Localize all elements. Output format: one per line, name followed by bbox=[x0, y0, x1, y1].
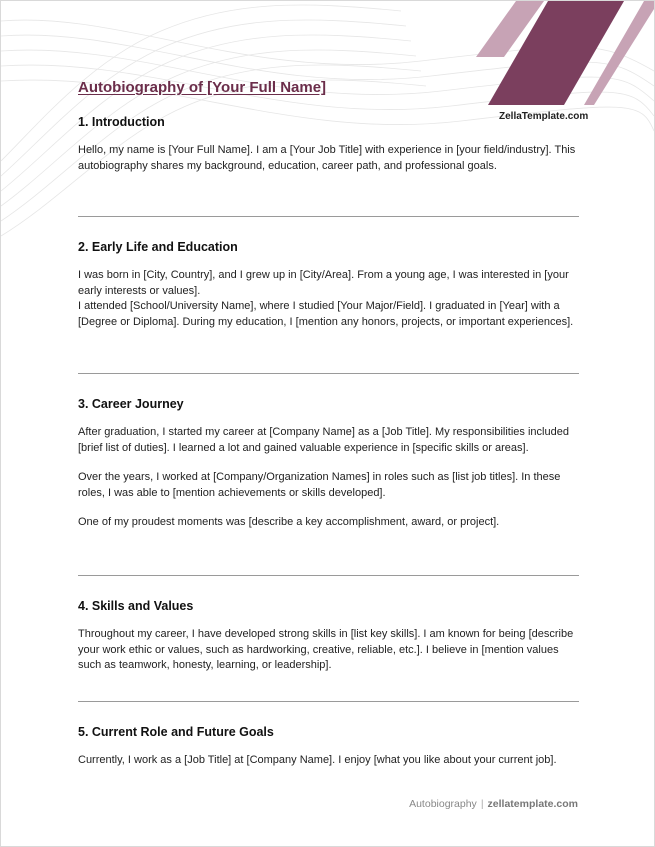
section-heading: 4. Skills and Values bbox=[78, 599, 194, 613]
section-heading: 1. Introduction bbox=[78, 115, 165, 129]
brand-label: ZellaTemplate.com bbox=[499, 111, 589, 122]
section-paragraph: I was born in [City, Country], and I grew up in [City/Area]. From a young age, I was interested in [your early interests or values]. bbox=[78, 269, 569, 297]
section-skills-values bbox=[78, 599, 579, 701]
section-paragraph: Over the years, I worked at [Company/Organization Names] in roles such as [list job titles]. In these roles, I was able to [mention achievements or skills developed]. bbox=[78, 471, 561, 499]
section-introduction bbox=[78, 115, 579, 216]
section-divider bbox=[78, 373, 579, 374]
footer-site-link[interactable]: zellatemplate.com bbox=[487, 798, 578, 810]
document-body bbox=[78, 115, 579, 769]
section-heading: 2. Early Life and Education bbox=[78, 240, 238, 254]
section-paragraph: Hello, my name is [Your Full Name]. I am a [Your Job Title] with experience in [your field/industry]. This autobiography shares my background, education, career path, and professional goals. bbox=[78, 144, 576, 172]
section-divider bbox=[78, 216, 579, 217]
page-footer bbox=[409, 798, 578, 810]
section-current-role-goals bbox=[78, 725, 579, 769]
section-heading: 3. Career Journey bbox=[78, 397, 184, 411]
section-divider bbox=[78, 575, 579, 576]
section-paragraph: One of my proudest moments was [describe a key accomplishment, award, or project]. bbox=[78, 516, 500, 528]
section-career-journey bbox=[78, 397, 579, 575]
footer-label: Autobiography bbox=[409, 798, 477, 810]
section-early-life-education bbox=[78, 240, 579, 373]
section-paragraph: Currently, I work as a [Job Title] at [Company Name]. I enjoy [what you like about your current job]. bbox=[78, 754, 557, 766]
section-divider bbox=[78, 701, 579, 702]
section-paragraph: Throughout my career, I have developed strong skills in [list key skills]. I am known for being [describe your work ethic or values, such as hardworking, creative, reliable, etc.]. I believe in [mention values such as teamwork, honesty, learning, or leadership]. bbox=[78, 628, 574, 671]
corner-stripes-decoration bbox=[474, 1, 654, 111]
section-heading: 5. Current Role and Future Goals bbox=[78, 725, 274, 739]
section-paragraph: I attended [School/University Name], where I studied [Your Major/Field]. I graduated in [Year] with a [Degree or Diploma]. During my education, I [mention any honors, projects, or important experiences]. bbox=[78, 300, 574, 328]
document-title: Autobiography of [Your Full Name] bbox=[78, 79, 327, 96]
section-paragraph: After graduation, I started my career at [Company Name] as a [Job Title]. My responsibilities included [brief list of duties]. I learned a lot and gained valuable experience in [specific skills or areas]. bbox=[78, 426, 569, 454]
footer-separator: | bbox=[480, 798, 484, 810]
